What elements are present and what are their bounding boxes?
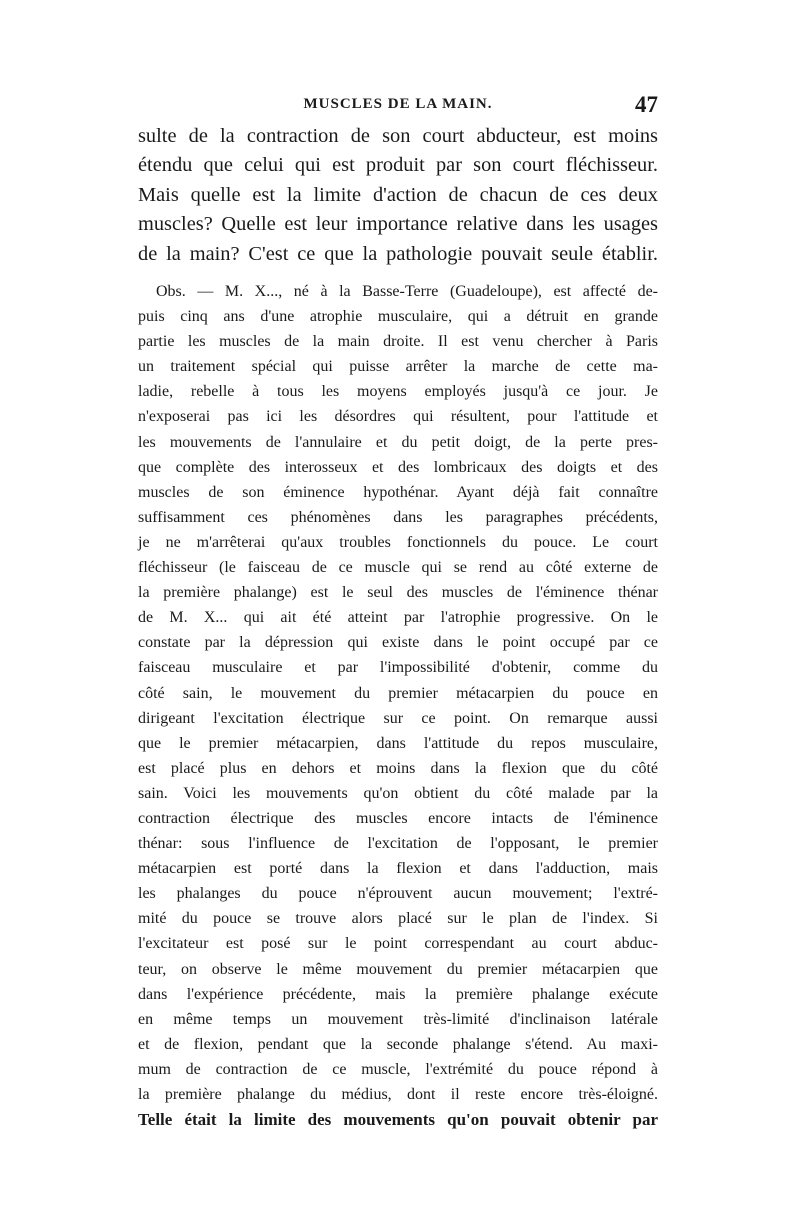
text-line: un traitement spécial qui puisse arrêter la marche de cette ma- [138, 358, 658, 376]
text-line: métacarpien est porté dans la flexion et dans l'adduction, mais [138, 860, 658, 878]
text-line: les phalanges du pouce n'éprouvent aucun mouvement; l'extré- [138, 885, 658, 903]
text-line: je ne m'arrêterai qu'aux troubles fonctionnels du pouce. Le court [138, 533, 658, 551]
text-line: Obs. — M. X..., né à la Basse-Terre (Guadeloupe), est affecté de- [156, 283, 658, 300]
text-line: sulte de la contraction de son court abducteur, est moins [138, 125, 658, 147]
text-line: suffisamment ces phénomènes dans les paragraphes précédents, [138, 508, 658, 526]
text-line: contraction électrique des muscles encore intacts de l'éminence [138, 809, 658, 827]
text-line: que le premier métacarpien, dans l'attitude du repos musculaire, [138, 734, 658, 752]
text-line: ladie, rebelle à tous les moyens employés jusqu'à ce jour. Je [138, 383, 658, 401]
text-line: les mouvements de l'annulaire et du petit doigt, de la perte pres- [138, 433, 658, 451]
text-line: puis cinq ans d'une atrophie musculaire, qui a détruit en grande [138, 308, 658, 326]
observation-paragraph [138, 279, 658, 1132]
text-line: dans l'expérience précédente, mais la première phalange exécute [138, 985, 658, 1003]
text-line: fléchisseur (le faisceau de ce muscle qui se rend au côté externe de [138, 559, 658, 577]
text-line: constate par la dépression qui existe dans le point occupé par ce [138, 634, 658, 652]
text-line: muscles? Quelle est leur importance relative dans les usages [138, 213, 658, 236]
page-number: 47 [635, 92, 658, 117]
text-line: côté sain, le mouvement du premier métacarpien du pouce en [138, 684, 658, 702]
text-line: de la main? C'est ce que la pathologie pouvait seule établir. [138, 242, 658, 265]
text-line: n'exposerai pas ici les désordres qui résultent, pour l'attitude et [138, 408, 658, 426]
text-line: de M. X... qui ait été atteint par l'atrophie progressive. On le [138, 609, 658, 627]
text-line: mité du pouce se trouve alors placé sur le plan de l'index. Si [138, 910, 658, 928]
text-line: teur, on observe le même mouvement du premier métacarpien que [138, 960, 658, 978]
text-line: Telle était la limite des mouvements qu'on pouvait obtenir par [138, 1110, 658, 1130]
text-line: thénar: sous l'influence de l'excitation de l'opposant, le premier [138, 835, 658, 853]
page-header [138, 92, 658, 120]
text-line: sain. Voici les mouvements qu'on obtient du côté malade par la [138, 784, 658, 802]
text-line: mum de contraction de ce muscle, l'extrémité du pouce répond à [138, 1060, 658, 1078]
text-line: la première phalange du médius, dont il reste encore très-éloigné. [138, 1086, 658, 1103]
text-line: l'excitateur est posé sur le point correspendant au court abduc- [138, 935, 658, 953]
text-line: que complète des interosseux et des lombricaux des doigts et des [138, 458, 658, 476]
text-line: dirigeant l'excitation électrique sur ce point. On remarque aussi [138, 709, 658, 727]
text-line: et de flexion, pendant que la seconde phalange s'étend. Au maxi- [138, 1035, 658, 1053]
text-line: muscles de son éminence hypothénar. Ayant déjà fait connaître [138, 483, 658, 501]
running-head: MUSCLES DE LA MAIN. [303, 96, 493, 112]
text-line: est placé plus en dehors et moins dans la flexion que du côté [138, 759, 658, 777]
text-line: en même temps un mouvement très-limité d'inclinaison latérale [138, 1010, 658, 1028]
text-line: faisceau musculaire et par l'impossibilité d'obtenir, comme du [138, 659, 658, 677]
text-line: partie les muscles de la main droite. Il est venu chercher à Paris [138, 333, 658, 351]
text-line: la première phalange) est le seul des muscles de l'éminence thénar [138, 584, 658, 602]
lead-paragraph [138, 122, 658, 269]
text-line: étendu que celui qui est produit par son court fléchisseur. [138, 154, 658, 177]
text-line: Mais quelle est la limite d'action de chacun de ces deux [138, 183, 658, 206]
